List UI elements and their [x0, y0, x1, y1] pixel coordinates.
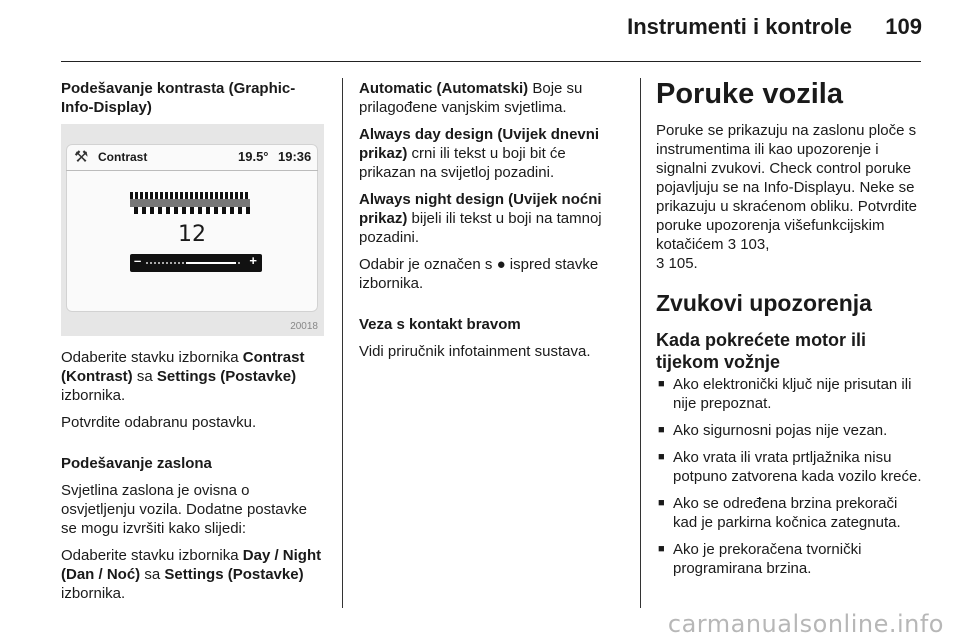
page-header-title: Instrumenti i kontrole [627, 14, 852, 39]
column-1 [61, 79, 326, 125]
text: Odaberite stavku izbornika [61, 547, 243, 564]
screen-clock: 19:36 [278, 149, 312, 164]
page-reference: 3 103 [727, 236, 766, 253]
section-heading-contrast: Podešavanje kontrasta (Graphic-Info-Display) [61, 80, 296, 116]
subheading-starting-engine: Kada pokrećete motor ili tijekom vožnje [656, 330, 867, 372]
paragraph-select-contrast [61, 348, 326, 405]
figure-code: 20018 [290, 321, 318, 332]
text: izbornika. [61, 387, 126, 404]
filled-circle-icon: ● [496, 256, 506, 273]
text: izbornika. [61, 585, 126, 602]
section-heading-display: Podešavanje zaslona [61, 455, 212, 472]
contrast-pattern [130, 192, 250, 214]
paragraph-selection-marker [359, 255, 624, 293]
section-title-warning-chimes: Zvukovi upozorenja [656, 290, 872, 316]
list-item: ■ Ako sigurnosni pojas nije vezan. [656, 421, 924, 440]
paragraph-night-design [359, 190, 624, 247]
section-title-vehicle-messages: Poruke vozila [656, 78, 843, 110]
warning-list [656, 375, 924, 578]
list-item: ■ Ako se određena brzina prekorači kad je parkirna kočnica zategnuta. [656, 494, 924, 532]
screen-title: Contrast [98, 150, 148, 164]
screen-temperature: 19.5° [238, 149, 269, 164]
list-item: ■ Ako vrata ili vrata prtljažnika nisu potpuno zatvorena kada vozilo kreće. [656, 448, 924, 486]
plus-icon: + [249, 253, 257, 268]
paragraph-confirm: Potvrdite odabranu postavku. [61, 414, 257, 431]
text: Odabir je označen s [359, 256, 497, 273]
paragraph-infotainment: Vidi priručnik infotainment sustava. [359, 343, 591, 360]
column-2 [359, 79, 624, 369]
text: sa [140, 566, 165, 583]
info-display-screen [66, 144, 318, 312]
paragraph-automatic [359, 79, 624, 117]
text: crni ili tekst u boji bit će prikazan na svijetloj pozadini. [359, 145, 566, 181]
list-item: ■ Ako elektronički ključ nije prisutan ili nije prepoznat. [656, 375, 924, 413]
paragraph-brightness: Svjetlina zaslona je ovisna o osvjetljenju vozila. Dodatne postavke se mogu izvršiti kako slijedi: [61, 482, 307, 537]
menu-term: Always night design (Uvijek noćni prikaz) [359, 191, 602, 227]
column-divider-1 [342, 78, 343, 608]
contrast-value: 12 [178, 222, 206, 247]
menu-term: Settings (Postavke) [156, 368, 297, 385]
text: ispred stavke izbornika. [359, 256, 599, 292]
paragraph-select-daynight [61, 546, 326, 603]
list-item: ■ Ako je prekoračena tvornički programirana brzina. [656, 540, 924, 578]
column-divider-2 [640, 78, 641, 608]
settings-wrench-icon: ⚒ [74, 149, 89, 166]
menu-term: Settings (Postavke) [164, 566, 304, 583]
column-3 [656, 77, 924, 586]
menu-term: Always day design (Uvijek dnevni prikaz) [359, 126, 600, 162]
header-rule [61, 61, 921, 62]
text: . [693, 255, 698, 272]
paragraph-day-design [359, 125, 624, 182]
slider-fill [186, 262, 236, 264]
text: , [765, 236, 770, 253]
minus-icon: – [134, 253, 142, 268]
text: Poruke se prikazuju na zaslonu ploče s instrumentima ili kao upozorenje i signalni zvukovi. Check control poruke pojavljuju se na Info-Displayu. Neke se prikazuju u skraćenom obliku. Potvrdite poruke upozorenja višefunkcijskim kotačićem [656, 122, 917, 253]
screen-status-bar [66, 144, 318, 171]
text: sa [132, 368, 157, 385]
text: Odaberite stavku izbornika [61, 349, 243, 366]
section-heading-ignition: Veza s kontakt bravom [359, 316, 521, 333]
menu-term: Automatic (Automatski) [359, 80, 529, 97]
watermark: carmanualsonline.info [667, 610, 944, 638]
paragraph-messages-intro [656, 121, 924, 273]
text: Boje su prilagođene vanjskim svjetlima. [359, 80, 583, 116]
contrast-slider [130, 254, 262, 272]
menu-term: Day / Night (Dan / Noć) [61, 547, 322, 583]
page-number: 109 [885, 14, 922, 39]
menu-term: Contrast (Kontrast) [61, 349, 305, 385]
page-reference: 3 105 [656, 255, 694, 272]
display-figure [61, 124, 324, 336]
column-1-body [61, 348, 326, 611]
text: bijeli ili tekst u boji na tamnoj pozadini. [359, 210, 602, 246]
